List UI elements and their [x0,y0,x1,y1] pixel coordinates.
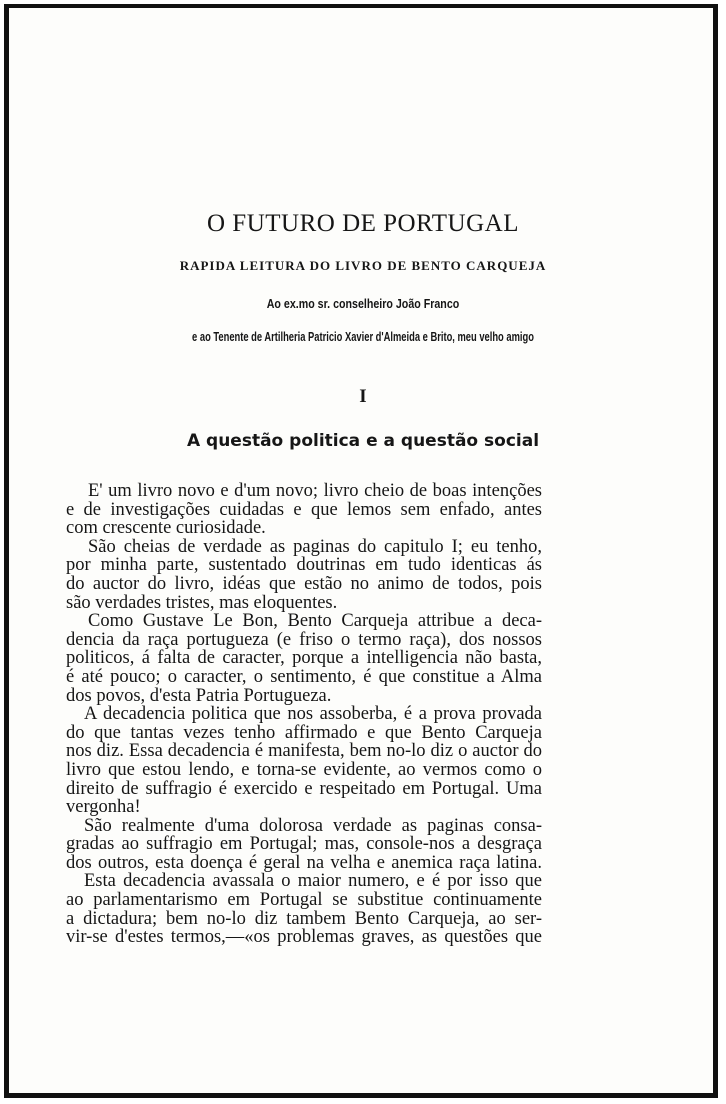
dedication-line-2: e ao Tenente de Artilheria Patricio Xavier d'Almeida e Brito, meu velho amigo [192,329,534,344]
text-line: Como Gustave Le Bon, Bento Carqueja attribue a deca- [88,611,542,632]
body-text [66,482,542,947]
text-line: nos diz. Essa decadencia é manifesta, bem no-lo diz o auctor do [66,741,542,762]
page-title: O FUTURO DE PORTUGAL [207,210,519,237]
text-line: do auctor do livro, idéas que estão no animo de todos, pois [66,573,542,594]
chapter-heading: A questão politica e a questão social [186,431,540,451]
text-line: A decadencia politica que nos assoberba, é a prova provada [84,704,542,725]
dedication-line-1: Ao ex.mo sr. conselheiro João Franco [266,296,460,311]
text-line: e de investigações cuidadas e que lemos sem enfado, antes [66,499,542,520]
text-line: E' um livro novo e d'um novo; livro cheio de boas intenções [88,481,542,501]
text-line: vergonha! [66,797,141,818]
text-line: livro que estou lendo, e torna-se evidente, ao vermos como o [66,759,542,780]
text-line: a dictadura; bem no-lo diz tambem Bento Carqueja, ao ser- [66,908,542,929]
text-line: com crescente curiosidade. [66,518,266,539]
text-line: direito de suffragio é exercido e respeitado em Portugal. Uma [66,778,542,799]
text-line: é até pouco; o caracter, o sentimento, é que constitue a Alma [66,666,542,687]
text-line: dos outros, esta doença é geral na velha e anemica raça latina. [66,852,542,873]
text-line: por minha parte, sustentado doutrinas em tudo identicas ás [66,555,542,576]
chapter-number: I [359,386,367,407]
text-line: vir-se d'estes termos,—«os problemas graves, as questões que [66,927,542,948]
text-line: Esta decadencia avassala o maior numero, e é por isso que [84,871,542,892]
text-line: dencia da raça portugueza (e friso o termo raça), dos nossos [66,629,542,650]
text-line: politicos, á falta de caracter, porque a intelligencia não basta, [66,648,542,669]
text-line: do que tantas vezes tenho affirmado e que Bento Carqueja [66,722,542,743]
text-line: são verdades tristes, mas eloquentes. [66,592,338,613]
text-line: dos povos, d'esta Patria Portugueza. [66,685,332,706]
text-line: São cheias de verdade as paginas do capitulo I; eu tenho, [88,536,542,557]
text-line: gradas ao suffragio em Portugal; mas, console-nos a desgraça [66,834,542,855]
text-line: ao parlamentarismo em Portugal se substitue continuamente [66,890,542,911]
text-line: São realmente d'uma dolorosa verdade as paginas consa- [84,815,542,836]
subtitle: RAPIDA LEITURA DO LIVRO DE BENTO CARQUEJA [179,258,547,273]
